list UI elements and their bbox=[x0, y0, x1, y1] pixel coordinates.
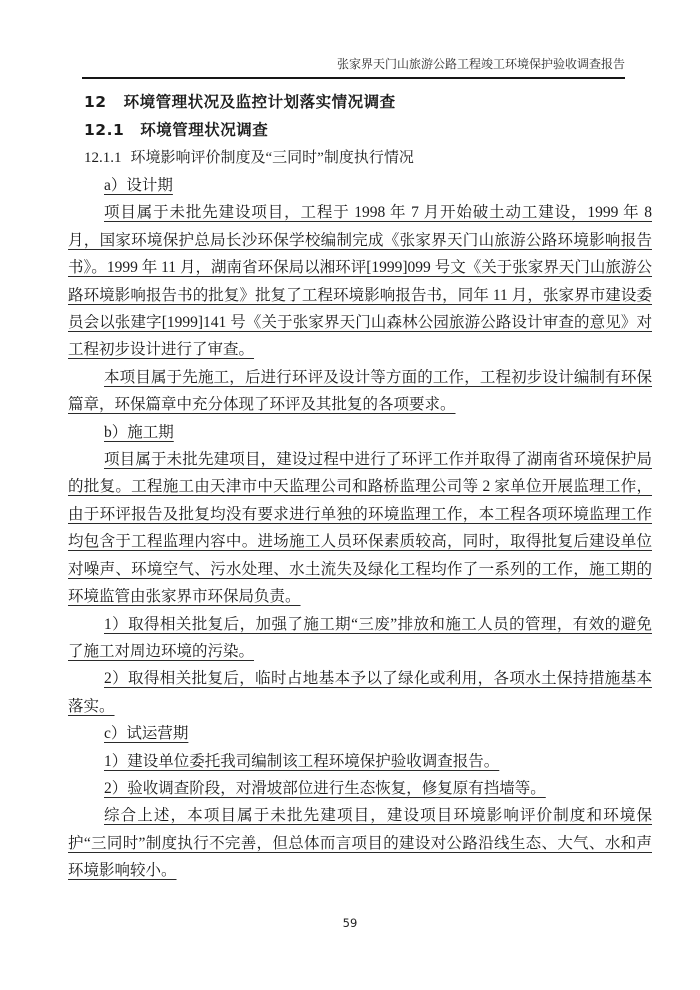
paragraph-construction-supervision: 项目属于未批先建项目，建设过程中进行了环评工作并取得了湖南省环境保护局的批复。工程施工由天津市中天监理公司和路桥监理公司等 2 家单位开展监理工作，由于环评报告及批复均没有要求进行单独的环境监理工作，本工程各项环境监理工作均包含于工程监理内容中。进场施工人员环保素质较高，同时，取得批复后建设单位对噪声、环境空气、污水处理、水土流失及绿化工程均作了一系列的工作，施工期的环境监管由张家界市环保局负责。 bbox=[68, 451, 652, 606]
heading-12-number: 12 bbox=[84, 93, 107, 111]
subheading-construction-period: b）施工期 bbox=[104, 423, 174, 441]
paragraph-conclusion: 综合上述，本项目属于未批先建项目，建设项目环境影响评价制度和环境保护“三同时”制度执行不完善，但总体而言项目的建设对公路沿线生态、大气、水和声环境影响较小。 bbox=[68, 807, 652, 880]
paragraph-trial-item-2: 2）验收调查阶段，对滑坡部位进行生态恢复，修复原有挡墙等。 bbox=[104, 779, 546, 797]
heading-12-1-1-number: 12.1.1 bbox=[84, 150, 122, 166]
running-header bbox=[82, 56, 625, 79]
subheading-trial-operation-period: c）试运营期 bbox=[104, 725, 189, 743]
heading-12-1-1 bbox=[68, 144, 652, 172]
page-number: 59 bbox=[342, 916, 358, 930]
subheading-design-period: a）设计期 bbox=[104, 177, 173, 194]
paragraph-design-summary: 本项目属于先施工，后进行环评及设计等方面的工作，工程初步设计编制有环保篇章，环保篇章中充分体现了环评及其批复的各项要求。 bbox=[68, 368, 652, 414]
paragraph-trial-item-1: 1）建设单位委托我司编制该工程环境保护验收调查报告。 bbox=[104, 752, 500, 770]
running-header-title: 张家界天门山旅游公路工程竣工环境保护验收调查报告 bbox=[336, 57, 625, 71]
paragraph-design-approval: 项目属于未批先建设项目，工程于 1998 年 7 月开始破土动工建设，1999 年 8 月，国家环境保护总局长沙环保学校编制完成《张家界天门山旅游公路环境影响报告书》。1999 年 11 月，湖南省环保局以湘环评[1999]099 号文《关于张家界天门山旅游公路环境影响报告书的批复》批复了工程环境影响报告书，同年 11 月，张家界市建设委员会以张建字[1999]141 号《关于张家界天门山森林公园旅游公路设计审查的意见》对工程初步设计进行了审查。 bbox=[68, 204, 652, 359]
heading-12 bbox=[68, 88, 652, 116]
paragraph-construction-item-2: 2）取得相关批复后，临时占地基本予以了绿化或利用，各项水土保持措施基本落实。 bbox=[68, 670, 652, 715]
heading-12-1-title: 环境管理状况调查 bbox=[140, 121, 269, 139]
heading-12-1-number: 12.1 bbox=[84, 121, 125, 139]
heading-12-title: 环境管理状况及监控计划落实情况调查 bbox=[123, 93, 396, 111]
heading-12-1-1-title: 环境影响评价制度及“三同时”制度执行情况 bbox=[130, 150, 414, 166]
page-content bbox=[68, 88, 652, 885]
paragraph-construction-item-1: 1）取得相关批复后，加强了施工期“三废”排放和施工人员的管理，有效的避免了施工对周边环境的污染。 bbox=[68, 615, 652, 660]
heading-12-1 bbox=[68, 116, 652, 144]
